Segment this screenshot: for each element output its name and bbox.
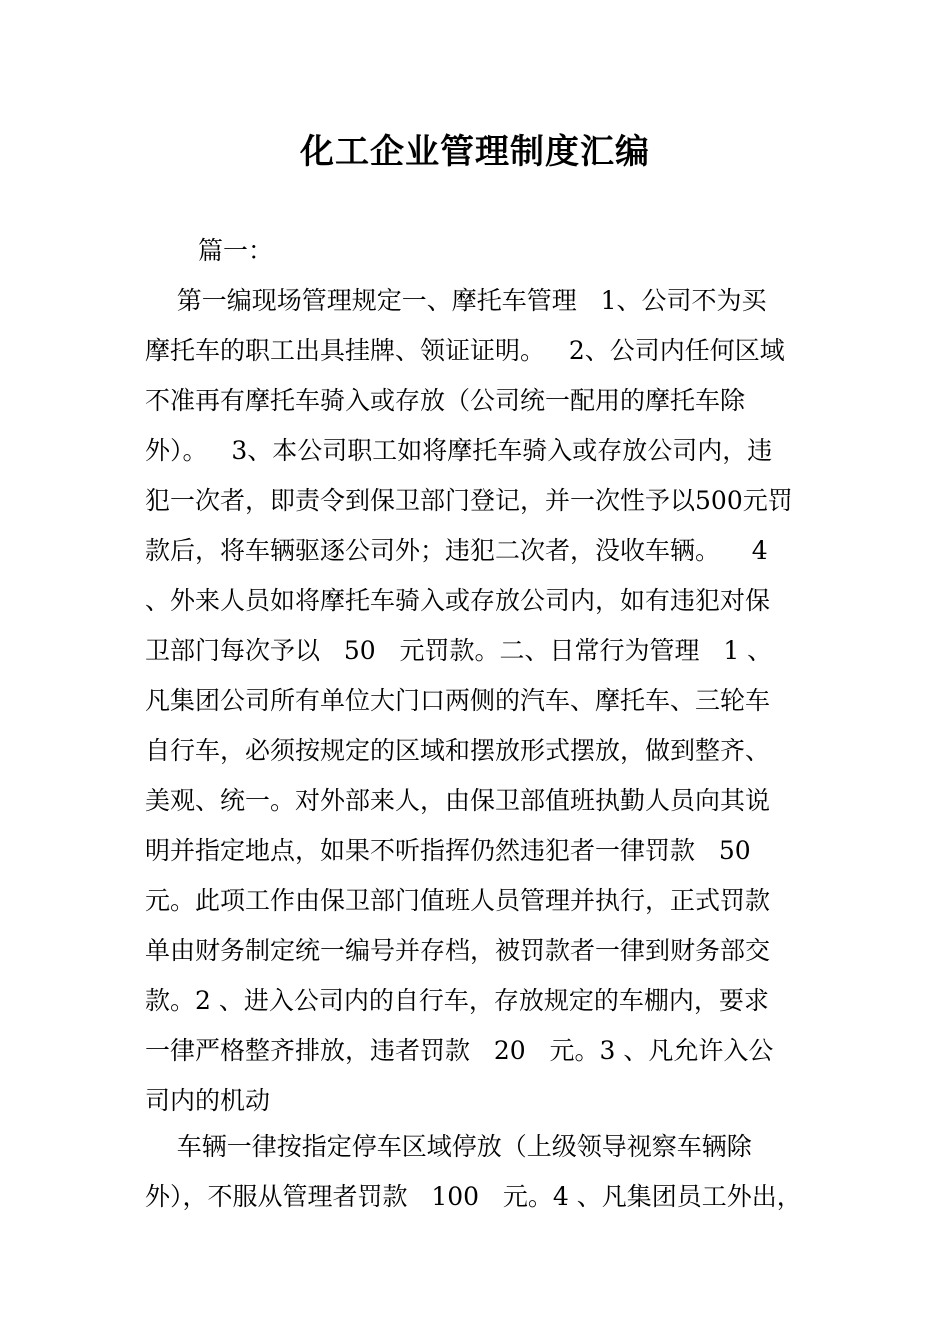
- text-line: 不准再有摩托车骑入或存放（公司统一配用的摩托车除: [145, 386, 746, 415]
- text-line: 外）。 3、本公司职工如将摩托车骑入或存放公司内，违: [145, 436, 773, 465]
- text-line: 凡集团公司所有单位大门口两侧的汽车、摩托车、三轮车: [145, 686, 771, 715]
- paragraph-2: [145, 1122, 810, 1222]
- paragraph-1: [145, 276, 810, 1126]
- text-line: 卫部门每次予以 50 元罚款。二、日常行为管理 1 、: [145, 636, 773, 665]
- text-line: 车辆一律按指定停车区域停放（上级领导视察车辆除: [145, 1132, 752, 1161]
- text-line: 美观、统一。对外部来人，由保卫部值班执勤人员向其说: [145, 786, 771, 815]
- text-line: 元。此项工作由保卫部门值班人员管理并执行，正式罚款: [145, 886, 771, 915]
- text-line: 一律严格整齐排放，违者罚款 20 元。3 、凡允许入公: [145, 1036, 774, 1065]
- text-line: 自行车，必须按规定的区域和摆放形式摆放，做到整齐、: [145, 736, 771, 765]
- section-label: 篇一：: [198, 236, 274, 265]
- text-line: 司内的机动: [145, 1086, 271, 1115]
- text-line: 明并指定地点，如果不听指挥仍然违犯者一律罚款 50: [145, 836, 751, 865]
- text-line: 、外来人员如将摩托车骑入或存放公司内，如有违犯对保: [145, 586, 771, 615]
- document-title: 化工企业管理制度汇编: [300, 132, 650, 172]
- text-line: 款。2 、进入公司内的自行车，存放规定的车棚内，要求: [145, 986, 769, 1015]
- text-line: 外），不服从管理者罚款 100 元。4 、凡集团员工外出，: [145, 1182, 802, 1211]
- text-line: 款后，将车辆驱逐公司外；违犯二次者，没收车辆。 4: [145, 536, 768, 565]
- text-line: 摩托车的职工出具挂牌、领证证明。 2、公司内任何区域: [145, 336, 785, 365]
- text-line: 单由财务制定统一编号并存档，被罚款者一律到财务部交: [145, 936, 771, 965]
- text-line: 第一编现场管理规定一、摩托车管理 1、公司不为买: [145, 286, 767, 315]
- text-line: 犯一次者，即责令到保卫部门登记，并一次性予以500元罚: [145, 486, 793, 515]
